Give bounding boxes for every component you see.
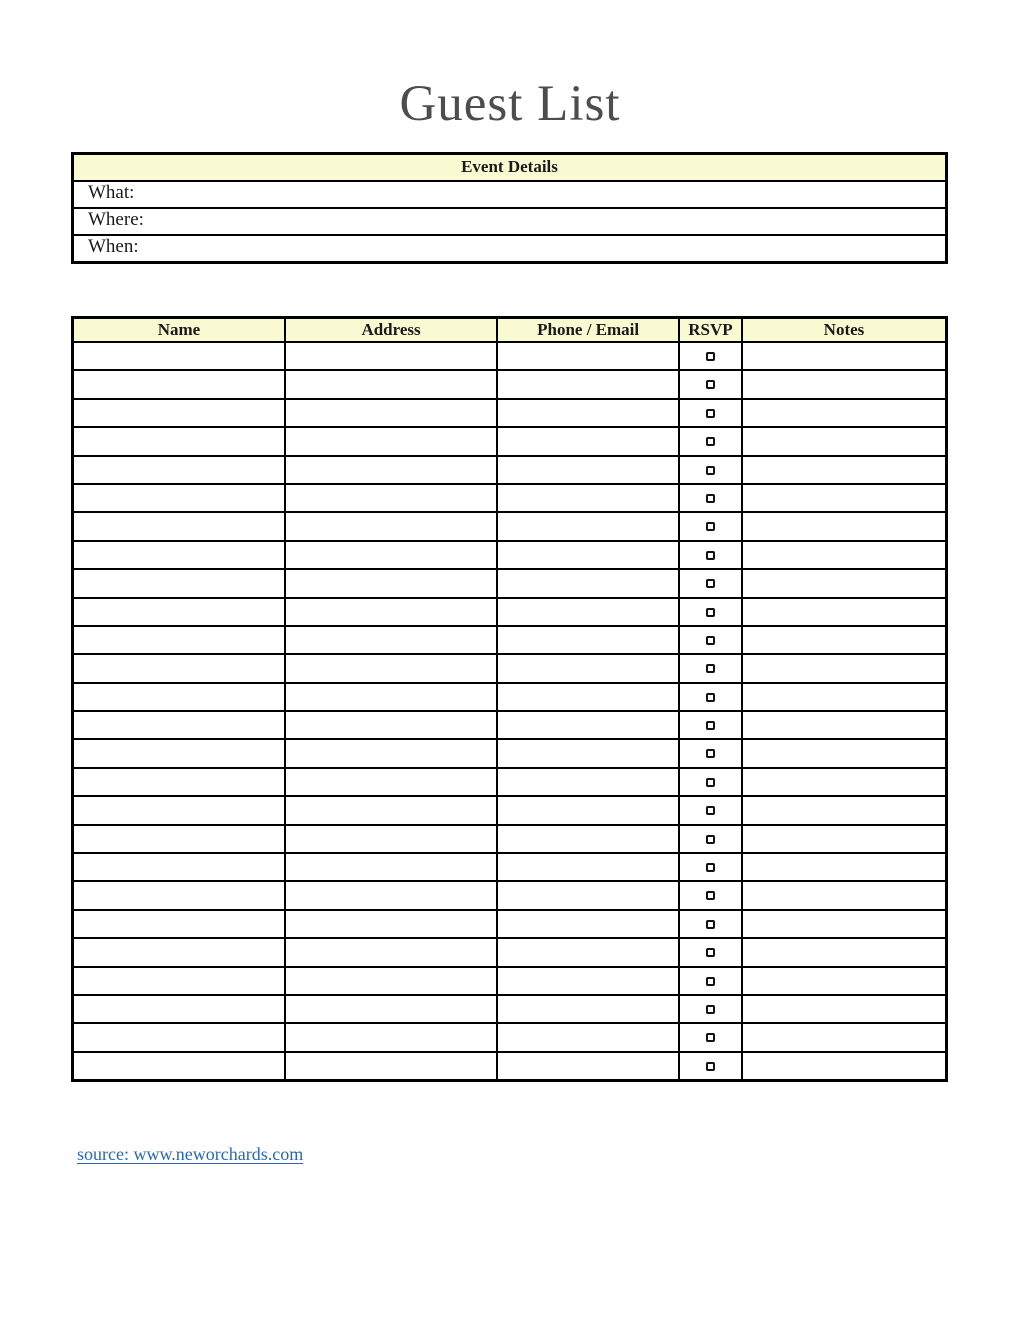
page-title: Guest List — [399, 76, 621, 132]
guest-row — [73, 427, 947, 455]
checkbox-icon[interactable] — [706, 891, 715, 900]
address-cell[interactable] — [285, 967, 497, 995]
notes-cell[interactable] — [742, 541, 947, 569]
rsvp-cell — [679, 1023, 742, 1051]
rsvp-cell — [679, 995, 742, 1023]
name-cell[interactable] — [73, 512, 285, 540]
rsvp-cell — [679, 569, 742, 597]
notes-cell[interactable] — [742, 739, 947, 767]
address-cell[interactable] — [285, 796, 497, 824]
guest-table — [71, 316, 948, 1082]
notes-cell[interactable] — [742, 370, 947, 398]
guest-row — [73, 768, 947, 796]
col-header-phone-email: Phone / Email — [497, 318, 679, 343]
guest-row — [73, 569, 947, 597]
phone-email-cell[interactable] — [497, 825, 679, 853]
notes-cell[interactable] — [742, 711, 947, 739]
rsvp-cell — [679, 796, 742, 824]
phone-email-cell[interactable] — [497, 683, 679, 711]
phone-email-cell[interactable] — [497, 1023, 679, 1051]
address-cell[interactable] — [285, 1023, 497, 1051]
name-cell[interactable] — [73, 796, 285, 824]
address-cell[interactable] — [285, 569, 497, 597]
checkbox-icon[interactable] — [706, 977, 715, 986]
notes-cell[interactable] — [742, 938, 947, 966]
rsvp-cell — [679, 484, 742, 512]
name-cell[interactable] — [73, 399, 285, 427]
address-cell[interactable] — [285, 484, 497, 512]
phone-email-cell[interactable] — [497, 1052, 679, 1080]
checkbox-icon[interactable] — [706, 636, 715, 645]
checkbox-icon[interactable] — [706, 721, 715, 730]
phone-email-cell[interactable] — [497, 342, 679, 370]
guest-row — [73, 512, 947, 540]
guest-row — [73, 370, 947, 398]
phone-email-cell[interactable] — [497, 967, 679, 995]
checkbox-icon[interactable] — [706, 1062, 715, 1071]
address-cell[interactable] — [285, 938, 497, 966]
notes-cell[interactable] — [742, 626, 947, 654]
col-header-rsvp: RSVP — [679, 318, 742, 343]
guest-row — [73, 938, 947, 966]
checkbox-icon[interactable] — [706, 806, 715, 815]
checkbox-icon[interactable] — [706, 920, 715, 929]
address-cell[interactable] — [285, 541, 497, 569]
event-when-field[interactable]: When: — [73, 235, 947, 263]
notes-cell[interactable] — [742, 853, 947, 881]
address-cell[interactable] — [285, 1052, 497, 1080]
name-cell[interactable] — [73, 938, 285, 966]
phone-email-cell[interactable] — [497, 654, 679, 682]
name-cell[interactable] — [73, 825, 285, 853]
checkbox-icon[interactable] — [706, 693, 715, 702]
guest-row — [73, 796, 947, 824]
address-cell[interactable] — [285, 399, 497, 427]
address-cell[interactable] — [285, 768, 497, 796]
notes-cell[interactable] — [742, 995, 947, 1023]
checkbox-icon[interactable] — [706, 608, 715, 617]
address-cell[interactable] — [285, 825, 497, 853]
address-cell[interactable] — [285, 995, 497, 1023]
address-cell[interactable] — [285, 512, 497, 540]
address-cell[interactable] — [285, 881, 497, 909]
name-cell[interactable] — [73, 768, 285, 796]
guest-row — [73, 853, 947, 881]
checkbox-icon[interactable] — [706, 1033, 715, 1042]
name-cell[interactable] — [73, 711, 285, 739]
guest-row — [73, 910, 947, 938]
rsvp-cell — [679, 683, 742, 711]
col-header-address: Address — [285, 318, 497, 343]
checkbox-icon[interactable] — [706, 664, 715, 673]
notes-cell[interactable] — [742, 342, 947, 370]
col-header-notes: Notes — [742, 318, 947, 343]
rsvp-cell — [679, 598, 742, 626]
name-cell[interactable] — [73, 598, 285, 626]
event-details-header: Event Details — [73, 154, 947, 181]
notes-cell[interactable] — [742, 399, 947, 427]
phone-email-cell[interactable] — [497, 938, 679, 966]
event-where-row — [73, 208, 947, 235]
phone-email-cell[interactable] — [497, 427, 679, 455]
name-cell[interactable] — [73, 967, 285, 995]
notes-cell[interactable] — [742, 967, 947, 995]
event-details-header-row — [73, 154, 947, 181]
phone-email-cell[interactable] — [497, 768, 679, 796]
event-where-field[interactable]: Where: — [73, 208, 947, 235]
name-cell[interactable] — [73, 370, 285, 398]
address-cell[interactable] — [285, 626, 497, 654]
phone-email-cell[interactable] — [497, 456, 679, 484]
phone-email-cell[interactable] — [497, 626, 679, 654]
phone-email-cell[interactable] — [497, 881, 679, 909]
guest-row — [73, 541, 947, 569]
checkbox-icon[interactable] — [706, 551, 715, 560]
guest-row — [73, 825, 947, 853]
name-cell[interactable] — [73, 683, 285, 711]
checkbox-icon[interactable] — [706, 863, 715, 872]
address-cell[interactable] — [285, 739, 497, 767]
checkbox-icon[interactable] — [706, 352, 715, 361]
notes-cell[interactable] — [742, 796, 947, 824]
guest-row — [73, 995, 947, 1023]
rsvp-cell — [679, 654, 742, 682]
name-cell[interactable] — [73, 853, 285, 881]
notes-cell[interactable] — [742, 654, 947, 682]
phone-email-cell[interactable] — [497, 739, 679, 767]
guest-row — [73, 1023, 947, 1051]
rsvp-cell — [679, 967, 742, 995]
notes-cell[interactable] — [742, 456, 947, 484]
name-cell[interactable] — [73, 881, 285, 909]
rsvp-cell — [679, 739, 742, 767]
address-cell[interactable] — [285, 853, 497, 881]
phone-email-cell[interactable] — [497, 541, 679, 569]
guest-row — [73, 342, 947, 370]
name-cell[interactable] — [73, 995, 285, 1023]
notes-cell[interactable] — [742, 683, 947, 711]
guest-row — [73, 456, 947, 484]
event-when-row — [73, 235, 947, 263]
name-cell[interactable] — [73, 1052, 285, 1080]
notes-cell[interactable] — [742, 1023, 947, 1051]
name-cell[interactable] — [73, 456, 285, 484]
phone-email-cell[interactable] — [497, 484, 679, 512]
guest-row — [73, 739, 947, 767]
name-cell[interactable] — [73, 739, 285, 767]
phone-email-cell[interactable] — [497, 399, 679, 427]
rsvp-cell — [679, 399, 742, 427]
guest-row — [73, 683, 947, 711]
name-cell[interactable] — [73, 910, 285, 938]
phone-email-cell[interactable] — [497, 512, 679, 540]
name-cell[interactable] — [73, 654, 285, 682]
address-cell[interactable] — [285, 598, 497, 626]
phone-email-cell[interactable] — [497, 910, 679, 938]
col-header-name: Name — [73, 318, 285, 343]
guest-row — [73, 1052, 947, 1080]
address-cell[interactable] — [285, 711, 497, 739]
name-cell[interactable] — [73, 427, 285, 455]
notes-cell[interactable] — [742, 768, 947, 796]
rsvp-cell — [679, 711, 742, 739]
address-cell[interactable] — [285, 427, 497, 455]
checkbox-icon[interactable] — [706, 778, 715, 787]
rsvp-cell — [679, 342, 742, 370]
phone-email-cell[interactable] — [497, 598, 679, 626]
name-cell[interactable] — [73, 342, 285, 370]
name-cell[interactable] — [73, 484, 285, 512]
guest-table-header-row — [73, 318, 947, 343]
rsvp-cell — [679, 910, 742, 938]
rsvp-cell — [679, 825, 742, 853]
rsvp-cell — [679, 881, 742, 909]
phone-email-cell[interactable] — [497, 711, 679, 739]
rsvp-cell — [679, 512, 742, 540]
guest-row — [73, 598, 947, 626]
guest-row — [73, 654, 947, 682]
checkbox-icon[interactable] — [706, 749, 715, 758]
name-cell[interactable] — [73, 1023, 285, 1051]
phone-email-cell[interactable] — [497, 370, 679, 398]
notes-cell[interactable] — [742, 598, 947, 626]
rsvp-cell — [679, 427, 742, 455]
event-what-field[interactable]: What: — [73, 181, 947, 208]
event-what-row — [73, 181, 947, 208]
checkbox-icon[interactable] — [706, 1005, 715, 1014]
address-cell[interactable] — [285, 456, 497, 484]
notes-cell[interactable] — [742, 910, 947, 938]
rsvp-cell — [679, 1052, 742, 1080]
checkbox-icon[interactable] — [706, 522, 715, 531]
guest-row — [73, 484, 947, 512]
notes-cell[interactable] — [742, 825, 947, 853]
notes-cell[interactable] — [742, 427, 947, 455]
rsvp-cell — [679, 768, 742, 796]
address-cell[interactable] — [285, 654, 497, 682]
address-cell[interactable] — [285, 342, 497, 370]
checkbox-icon[interactable] — [706, 380, 715, 389]
name-cell[interactable] — [73, 626, 285, 654]
rsvp-cell — [679, 456, 742, 484]
phone-email-cell[interactable] — [497, 569, 679, 597]
guest-row — [73, 626, 947, 654]
phone-email-cell[interactable] — [497, 853, 679, 881]
checkbox-icon[interactable] — [706, 835, 715, 844]
checkbox-icon[interactable] — [706, 494, 715, 503]
checkbox-icon[interactable] — [706, 409, 715, 418]
rsvp-cell — [679, 370, 742, 398]
notes-cell[interactable] — [742, 512, 947, 540]
guest-row — [73, 967, 947, 995]
source-link[interactable]: source: www.neworchards.com — [77, 1144, 304, 1164]
notes-cell[interactable] — [742, 484, 947, 512]
notes-cell[interactable] — [742, 1052, 947, 1080]
address-cell[interactable] — [285, 910, 497, 938]
rsvp-cell — [679, 938, 742, 966]
checkbox-icon[interactable] — [706, 948, 715, 957]
rsvp-cell — [679, 853, 742, 881]
checkbox-icon[interactable] — [706, 466, 715, 475]
notes-cell[interactable] — [742, 569, 947, 597]
name-cell[interactable] — [73, 541, 285, 569]
event-details-box — [71, 152, 948, 264]
name-cell[interactable] — [73, 569, 285, 597]
phone-email-cell[interactable] — [497, 995, 679, 1023]
guest-row — [73, 881, 947, 909]
checkbox-icon[interactable] — [706, 437, 715, 446]
address-cell[interactable] — [285, 683, 497, 711]
guest-row — [73, 711, 947, 739]
rsvp-cell — [679, 626, 742, 654]
guest-row — [73, 399, 947, 427]
notes-cell[interactable] — [742, 881, 947, 909]
rsvp-cell — [679, 541, 742, 569]
address-cell[interactable] — [285, 370, 497, 398]
phone-email-cell[interactable] — [497, 796, 679, 824]
checkbox-icon[interactable] — [706, 579, 715, 588]
